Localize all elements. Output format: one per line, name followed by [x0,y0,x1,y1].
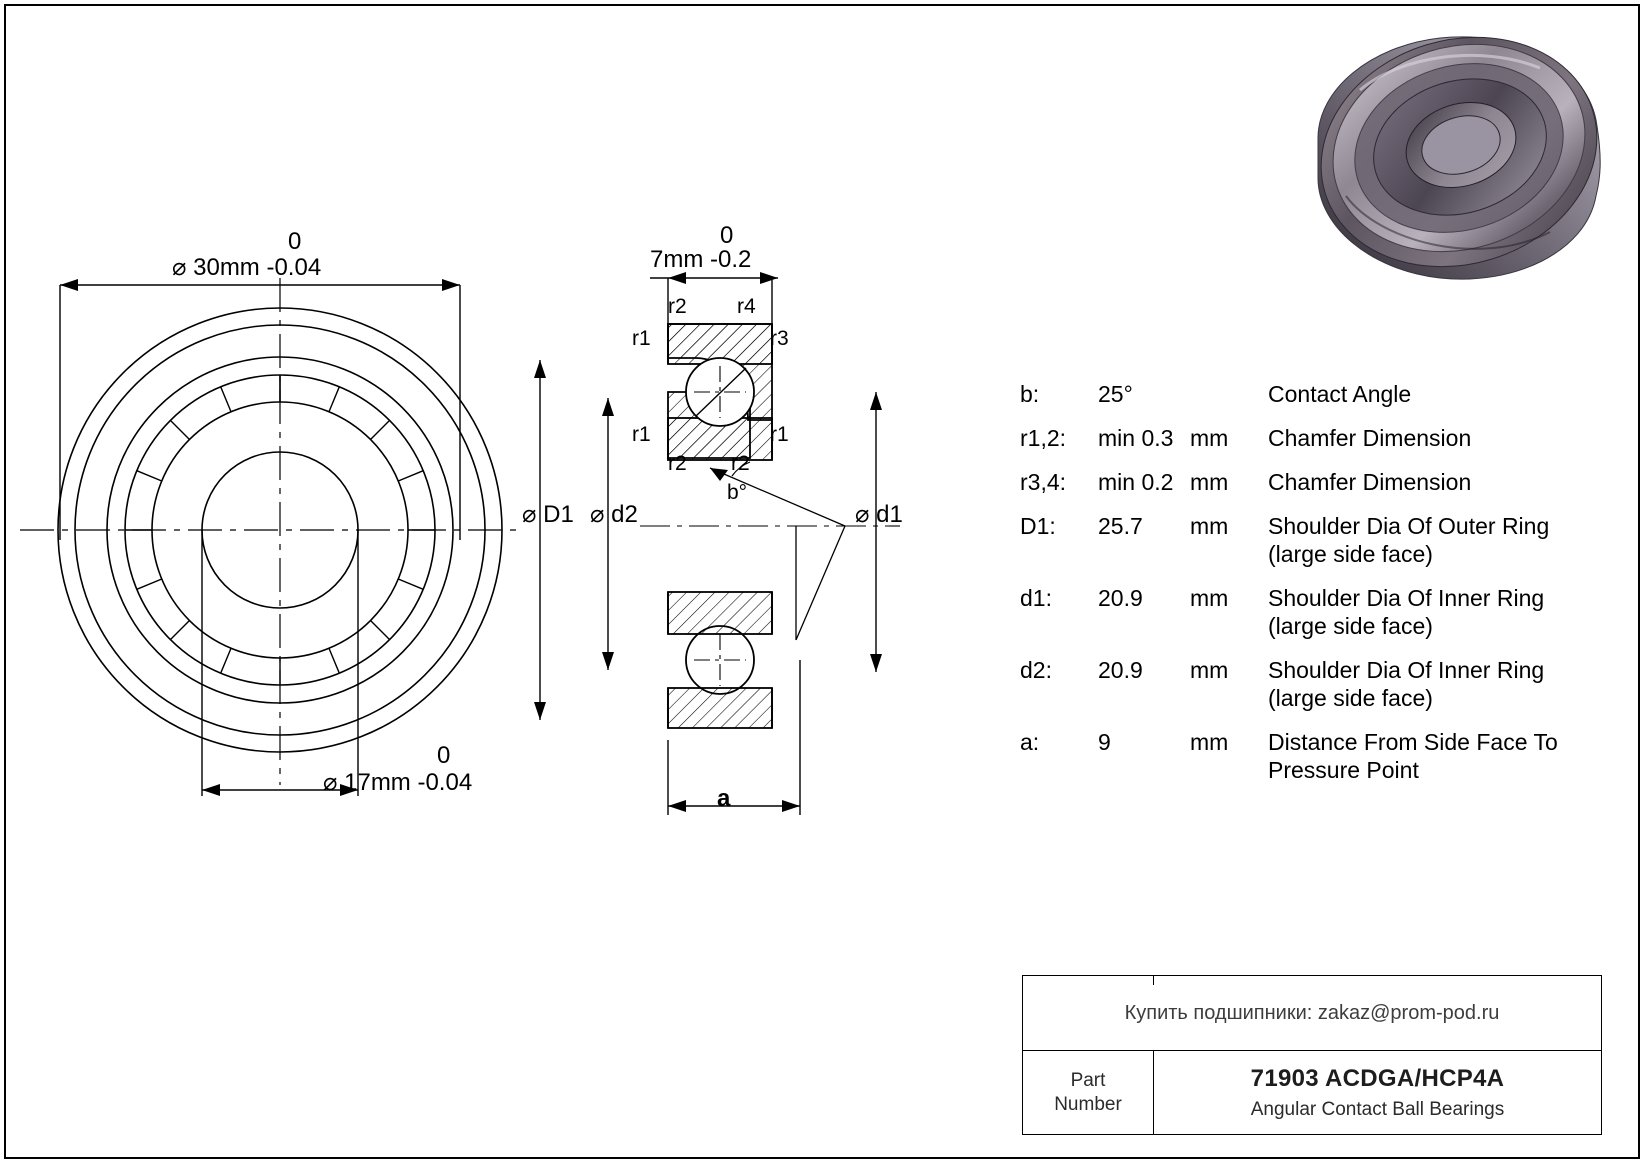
label-r1-left-top: r1 [632,327,651,350]
spec-symbol: D1: [1020,513,1056,539]
bearing-3d-render [1300,20,1630,310]
spec-desc2: (large side face) [1268,613,1433,639]
spec-row-d1 [1020,584,1600,640]
section-view-dimensions [530,240,950,860]
part-number-value-cell [1154,1051,1601,1135]
spec-unit: mm [1190,513,1229,539]
spec-desc: Distance From Side Face To [1268,729,1558,755]
spec-symbol: d1: [1020,585,1052,611]
spec-desc: Contact Angle [1268,381,1412,407]
spec-unit: mm [1190,585,1229,611]
spec-symbol: d2: [1020,657,1052,683]
spec-value: min 0.3 [1098,425,1174,451]
label-r2-top: r2 [668,295,687,318]
section-width-tolerance-top: 0 [720,222,734,249]
label-d2: ⌀ d2 [590,501,638,528]
front-bore-tolerance-top: 0 [437,742,451,769]
spec-symbol: a: [1020,729,1040,755]
label-r2-low-left: r2 [668,452,687,475]
spec-row-d2 [1020,656,1600,712]
spec-desc: Shoulder Dia Of Inner Ring [1268,585,1545,611]
spec-symbol: r1,2: [1020,425,1067,451]
label-r2-low-right: r2 [731,452,750,475]
label-D1: ⌀ D1 [522,501,574,528]
spec-row-a [1020,728,1600,784]
label-d1: ⌀ d1 [855,501,903,528]
contact-row [1023,976,1601,1051]
part-label-line1: Part [1070,1070,1106,1091]
spec-unit: mm [1190,729,1229,755]
part-row [1023,1051,1601,1135]
label-contact-angle-b: b° [727,481,748,504]
spec-value: min 0.2 [1098,469,1174,495]
title-block-tick [1153,975,1154,985]
label-r3-right: r3 [770,327,789,350]
front-bore-diameter: ⌀ 17mm -0.04 [323,769,473,796]
front-view-dimensions [20,240,560,840]
title-block [1022,975,1602,1135]
spec-row-D1 [1020,512,1600,568]
label-r1-mid-left: r1 [632,423,651,446]
label-r1-mid-right: r1 [770,423,789,446]
spec-unit: mm [1190,657,1229,683]
specification-list [1020,380,1600,800]
contact-text: Купить подшипники: zakaz@prom-pod.ru [1124,1001,1500,1024]
label-r4-top: r4 [737,295,756,318]
spec-desc2: (large side face) [1268,685,1433,711]
spec-row-r12 [1020,424,1600,452]
part-number-label [1023,1051,1154,1135]
spec-value: 20.9 [1098,585,1143,611]
section-width-dim: 7mm -0.2 [650,246,752,273]
spec-value: 9 [1098,729,1111,755]
part-number-value: 71903 ACDGA/HCP4A [1250,1065,1505,1092]
spec-row-r34 [1020,468,1600,496]
spec-value: 25° [1098,381,1133,407]
spec-desc: Chamfer Dimension [1268,469,1472,495]
spec-symbol: r3,4: [1020,469,1067,495]
front-outer-tolerance-top: 0 [288,228,302,255]
label-a: a [717,785,731,812]
spec-desc: Chamfer Dimension [1268,425,1472,451]
spec-row-b [1020,380,1600,408]
spec-desc2: (large side face) [1268,541,1433,567]
part-label-line2: Number [1054,1094,1122,1115]
spec-desc2: Pressure Point [1268,757,1419,783]
spec-value: 20.9 [1098,657,1143,683]
spec-symbol: b: [1020,381,1040,407]
spec-desc: Shoulder Dia Of Inner Ring [1268,657,1545,683]
spec-desc: Shoulder Dia Of Outer Ring [1268,513,1550,539]
spec-unit: mm [1190,425,1229,451]
product-type: Angular Contact Ball Bearings [1250,1099,1505,1120]
front-outer-diameter: ⌀ 30mm -0.04 [172,254,322,281]
spec-unit: mm [1190,469,1229,495]
spec-value: 25.7 [1098,513,1143,539]
